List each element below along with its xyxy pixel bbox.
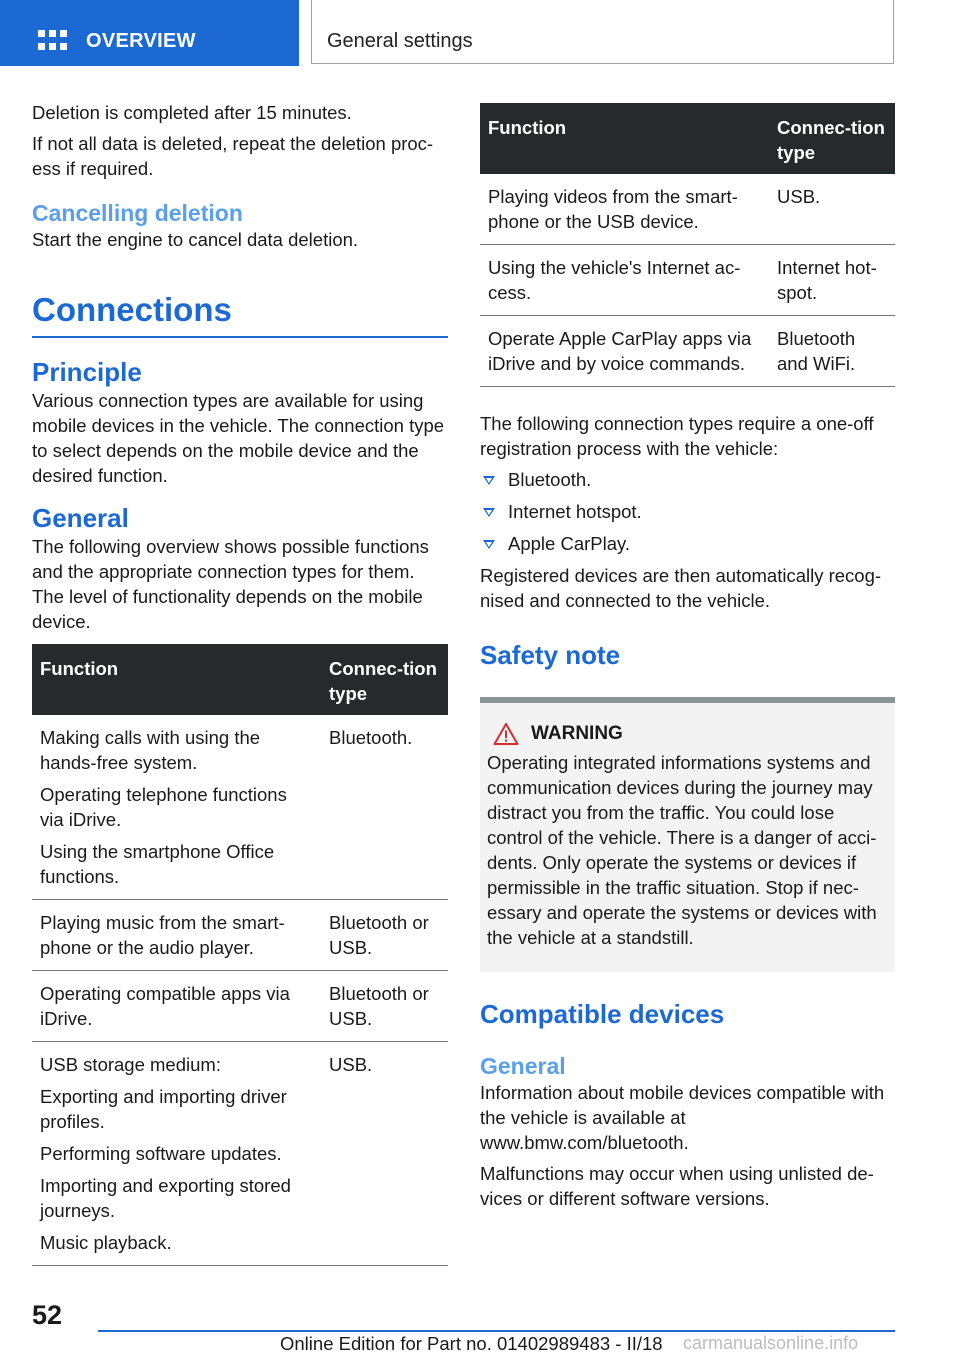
bullet-triangle-icon <box>483 508 495 517</box>
section-title: General settings <box>327 30 473 52</box>
connection-type-cell: Bluetooth and WiFi. <box>769 316 895 387</box>
deletion-time-text: Deletion is completed after 15 minutes. <box>32 102 352 123</box>
table-row <box>480 174 895 245</box>
list-item <box>480 467 895 492</box>
table-row <box>480 316 895 387</box>
edition-text: Online Edition for Part no. 01402989483 - II/18 <box>280 1333 663 1354</box>
general-text: The following overview shows possible functions and the appropriate connection types for them. The level of functionality depends on the mobile device. <box>32 536 429 632</box>
malfunction-text: Malfunctions may occur when using unlisted de-vices or different software versions. <box>480 1163 874 1209</box>
list-item-text: Internet hotspot. <box>508 501 642 522</box>
compatible-general-heading: General <box>480 1053 566 1079</box>
list-item <box>480 499 895 524</box>
connection-type-list <box>480 467 895 556</box>
warning-box <box>480 697 895 972</box>
function-line: Using the smartphone Office functions. <box>40 841 275 887</box>
connections-heading: Connections <box>32 290 448 338</box>
compatible-info-text: Information about mobile devices compatible with the vehicle is available at www.bmw.com/bluetooth. <box>480 1082 885 1153</box>
connection-type-column-header: Connec-tion type <box>769 103 895 174</box>
top-navigation <box>0 0 960 66</box>
warning-text: Operating integrated informations systems and communication devices during the journey may distract you from the traffic. You could lose control of the vehicle. There is a danger of acci-dents. Only operate the systems or devices if permissible in the traffic situation. Stop if nec-essary and operate the systems or devices with the vehicle at a standstill. <box>487 752 877 948</box>
connection-table-right <box>480 103 895 387</box>
connection-type-cell: USB. <box>321 1042 448 1266</box>
footer-divider <box>98 1330 895 1332</box>
warning-header <box>487 721 887 746</box>
function-column-header: Function <box>480 103 769 174</box>
function-column-header: Function <box>32 644 321 715</box>
cancel-deletion-text: Start the engine to cancel data deletion. <box>32 229 359 250</box>
right-column <box>480 103 895 1211</box>
function-cell <box>32 715 321 900</box>
list-item <box>480 531 895 556</box>
principle-text: Various connection types are available for using mobile devices in the vehicle. The connection type to select depends on the mobile device and the desired function. <box>32 390 445 486</box>
function-cell: Playing videos from the smart-phone or the USB device. <box>480 174 769 245</box>
connection-type-cell: USB. <box>769 174 895 245</box>
function-line: Music playback. <box>40 1232 172 1253</box>
list-item-text: Apple CarPlay. <box>508 533 631 554</box>
registration-text: The following connection types require a one-off registration process with the vehicle: <box>480 413 874 459</box>
safety-note-heading: Safety note <box>480 640 621 670</box>
table-header-row <box>480 103 895 174</box>
bullet-triangle-icon <box>483 476 495 485</box>
table-row <box>32 1042 448 1266</box>
function-line: Making calls with using the hands-free system. <box>40 727 261 773</box>
bullet-triangle-icon <box>483 540 495 549</box>
connection-table-left <box>32 644 448 1266</box>
list-item-text: Bluetooth. <box>508 469 592 490</box>
function-cell: Using the vehicle's Internet ac-cess. <box>480 245 769 316</box>
function-line: USB storage medium: <box>40 1054 221 1075</box>
table-header-row <box>32 644 448 715</box>
principle-heading: Principle <box>32 357 142 387</box>
function-line: Performing software updates. <box>40 1143 282 1164</box>
function-cell: Playing music from the smart-phone or the audio player. <box>32 900 321 971</box>
table-row <box>32 971 448 1042</box>
table-row <box>480 245 895 316</box>
general-heading: General <box>32 503 129 533</box>
overview-button[interactable] <box>0 0 299 66</box>
table-row <box>32 900 448 971</box>
function-cell: Operating compatible apps via iDrive. <box>32 971 321 1042</box>
connection-type-column-header: Connec-tion type <box>321 644 448 715</box>
connection-type-cell: Bluetooth or USB. <box>321 971 448 1042</box>
watermark-text: carmanualsonline.info <box>683 1333 859 1353</box>
deletion-repeat-text: If not all data is deleted, repeat the deletion proc-ess if required. <box>32 133 434 179</box>
overview-label: OVERVIEW <box>86 30 196 52</box>
warning-triangle-icon <box>493 722 519 746</box>
compatible-devices-heading: Compatible devices <box>480 999 725 1029</box>
function-cell <box>32 1042 321 1266</box>
section-tab[interactable] <box>311 0 894 64</box>
function-line: Exporting and importing driver profiles. <box>40 1086 287 1132</box>
connection-type-cell: Bluetooth or USB. <box>321 900 448 971</box>
page-number: 52 <box>32 1300 63 1330</box>
warning-title: WARNING <box>531 723 623 744</box>
registered-devices-text: Registered devices are then automatically recog-nised and connected to the vehicle. <box>480 565 882 611</box>
connection-type-cell: Bluetooth. <box>321 715 448 900</box>
grid-icon <box>38 30 68 52</box>
connection-type-cell: Internet hot-spot. <box>769 245 895 316</box>
cancelling-deletion-heading: Cancelling deletion <box>32 200 243 226</box>
table-row <box>32 715 448 900</box>
function-line: Importing and exporting stored journeys. <box>40 1175 291 1221</box>
function-line: Operating telephone functions via iDrive. <box>40 784 287 830</box>
function-cell: Operate Apple CarPlay apps via iDrive and by voice commands. <box>480 316 769 387</box>
left-column <box>32 100 448 1266</box>
